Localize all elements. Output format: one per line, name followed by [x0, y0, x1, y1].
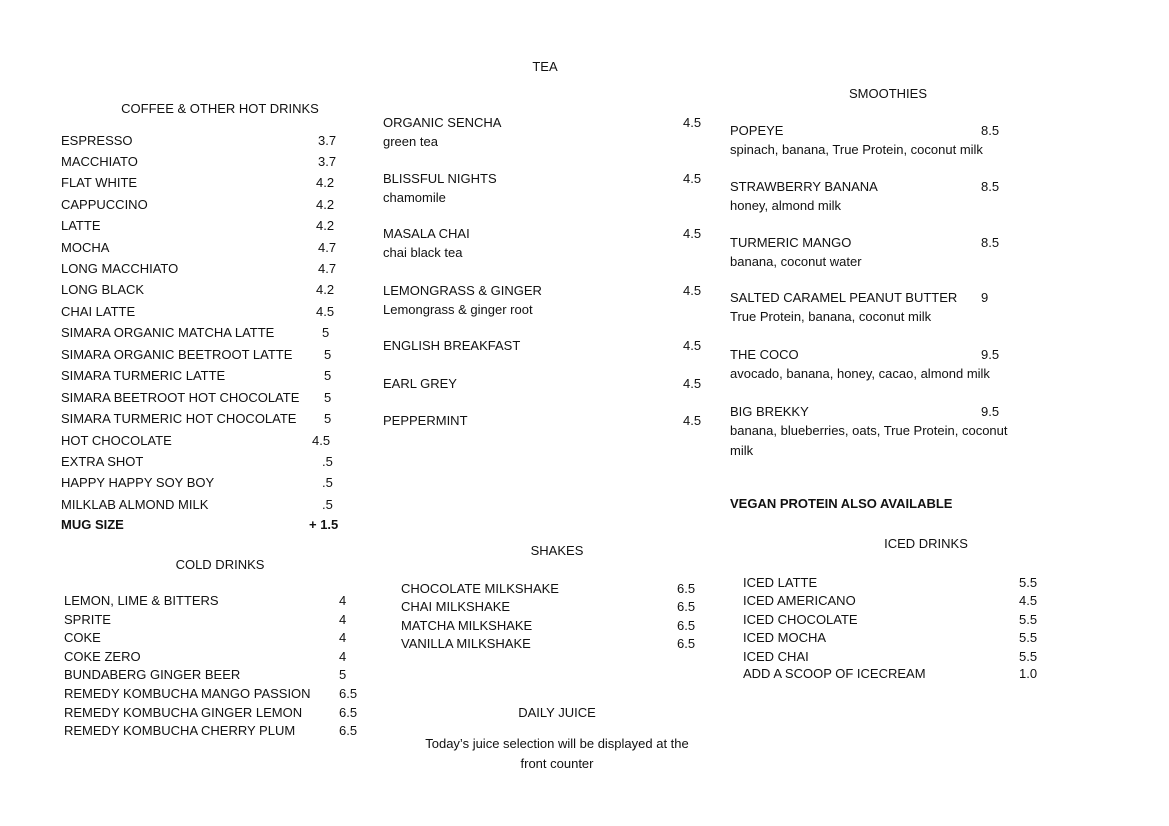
- menu-item-description: milk: [730, 443, 754, 458]
- menu-item-name: POPEYE: [730, 123, 784, 138]
- menu-item-price: 6.5: [677, 581, 696, 596]
- menu-item-name: MACCHIATO: [61, 154, 138, 169]
- menu-item-description: banana, coconut water: [730, 254, 862, 269]
- menu-item-name: SIMARA BEETROOT HOT CHOCOLATE: [61, 390, 300, 405]
- daily-juice-text: front counter: [520, 756, 594, 771]
- menu-item-price: 4: [339, 593, 347, 608]
- menu-item-price: 5: [322, 325, 330, 340]
- menu-item-name: LONG MACCHIATO: [61, 261, 179, 276]
- menu-item-name: ENGLISH BREAKFAST: [383, 338, 521, 353]
- menu-item-price: 8.5: [981, 235, 1000, 250]
- menu-item-name: CAPPUCCINO: [61, 197, 148, 212]
- menu-item-name: ICED LATTE: [743, 575, 818, 590]
- menu-item-name: BIG BREKKY: [730, 404, 809, 419]
- menu-item-price: .5: [322, 497, 333, 512]
- menu-item-price: 4.2: [316, 175, 335, 190]
- shakes-heading: SHAKES: [530, 543, 584, 558]
- menu-item-price: 5.5: [1019, 612, 1038, 627]
- menu-item-name: ESPRESSO: [61, 133, 133, 148]
- menu-item-price: 6.5: [677, 636, 696, 651]
- menu-item-price: 3.7: [318, 133, 337, 148]
- menu-item-price: 9.5: [981, 347, 1000, 362]
- menu-item-description: green tea: [383, 134, 438, 149]
- menu-item-name: LEMON, LIME & BITTERS: [64, 593, 219, 608]
- menu-item-name: PEPPERMINT: [383, 413, 468, 428]
- menu-item-price: .5: [322, 454, 333, 469]
- menu-item-price: 5: [324, 347, 332, 362]
- menu-item-price: 6.5: [677, 618, 696, 633]
- menu-item-price: 6.5: [339, 723, 358, 738]
- menu-item-name: BUNDABERG GINGER BEER: [64, 667, 241, 682]
- menu-item-price: 4.7: [318, 261, 337, 276]
- menu-item-name: MOCHA: [61, 240, 110, 255]
- menu-item-name: ADD A SCOOP OF ICECREAM: [743, 666, 926, 681]
- iced-drinks-heading: ICED DRINKS: [884, 536, 968, 551]
- menu-item-name: VANILLA MILKSHAKE: [401, 636, 531, 651]
- menu-item-price: 5: [339, 667, 347, 682]
- smoothies-heading: SMOOTHIES: [848, 86, 928, 101]
- menu-item-name: HAPPY HAPPY SOY BOY: [61, 475, 215, 490]
- menu-item-price: 8.5: [981, 179, 1000, 194]
- menu-item-name: ORGANIC SENCHA: [383, 115, 502, 130]
- menu-item-name: THE COCO: [730, 347, 799, 362]
- menu-item-description: chamomile: [383, 190, 446, 205]
- menu-item-name: MATCHA MILKSHAKE: [401, 618, 533, 633]
- daily-juice-heading: DAILY JUICE: [518, 705, 596, 720]
- menu-item-name: EARL GREY: [383, 376, 457, 391]
- menu-item-name: CHAI LATTE: [61, 304, 136, 319]
- menu-item-price: 4: [339, 630, 347, 645]
- daily-juice-text: Today’s juice selection will be displayed at the: [425, 736, 689, 751]
- menu-item-price: 6.5: [339, 686, 358, 701]
- coffee-heading: COFFEE & OTHER HOT DRINKS: [121, 101, 319, 116]
- menu-item-name: REMEDY KOMBUCHA CHERRY PLUM: [64, 723, 296, 738]
- menu-item-name: CHOCOLATE MILKSHAKE: [401, 581, 559, 596]
- menu-item-price: 6.5: [677, 599, 696, 614]
- menu-item-price: 5.5: [1019, 649, 1038, 664]
- menu-item-price: 4.5: [312, 433, 331, 448]
- menu-item-price: 9: [981, 290, 989, 305]
- menu-item-price: 4.5: [683, 413, 702, 428]
- menu-item-description: Lemongrass & ginger root: [383, 302, 533, 317]
- menu-item-price: .5: [322, 475, 333, 490]
- menu-item-name: ICED AMERICANO: [743, 593, 856, 608]
- menu-item-name: LATTE: [61, 218, 101, 233]
- menu-item-price: 5: [324, 368, 332, 383]
- cold-drinks-heading: COLD DRINKS: [175, 557, 265, 572]
- menu-item-price: 4.5: [316, 304, 335, 319]
- menu-item-name: LEMONGRASS & GINGER: [383, 283, 542, 298]
- menu-item-price: 4.5: [683, 171, 702, 186]
- menu-item-price: 4: [339, 612, 347, 627]
- menu-item-name: CHAI MILKSHAKE: [401, 599, 511, 614]
- menu-item-price: 5: [324, 390, 332, 405]
- menu-item-price: 5.5: [1019, 575, 1038, 590]
- menu-item-price: 4.5: [683, 226, 702, 241]
- menu-item-name: ICED CHOCOLATE: [743, 612, 858, 627]
- menu-item-description: avocado, banana, honey, cacao, almond milk: [730, 366, 990, 381]
- menu-item-name: SIMARA ORGANIC MATCHA LATTE: [61, 325, 275, 340]
- menu-item-price: 4.2: [316, 197, 335, 212]
- menu-item-description: banana, blueberries, oats, True Protein, coconut: [730, 423, 1008, 438]
- menu-item-price: 8.5: [981, 123, 1000, 138]
- menu-item-name: HOT CHOCOLATE: [61, 433, 172, 448]
- menu-item-price: 4.5: [683, 338, 702, 353]
- menu-item-name: STRAWBERRY BANANA: [730, 179, 878, 194]
- menu-item-price: 4.2: [316, 282, 335, 297]
- menu-item-name: COKE ZERO: [64, 649, 141, 664]
- menu-item-description: True Protein, banana, coconut milk: [730, 309, 932, 324]
- menu-item-name: TURMERIC MANGO: [730, 235, 852, 250]
- menu-item-price: 3.7: [318, 154, 337, 169]
- menu-item-name: MILKLAB ALMOND MILK: [61, 497, 209, 512]
- menu-item-price: 4.5: [683, 376, 702, 391]
- menu-item-name: COKE: [64, 630, 101, 645]
- menu-item-name: FLAT WHITE: [61, 175, 138, 190]
- menu-item-price: 4.5: [1019, 593, 1038, 608]
- menu-item-price: 5.5: [1019, 630, 1038, 645]
- menu-item-description: spinach, banana, True Protein, coconut milk: [730, 142, 983, 157]
- menu-item-price: 4.7: [318, 240, 337, 255]
- menu-item-price: + 1.5: [309, 517, 339, 532]
- menu-item-name: ICED MOCHA: [743, 630, 827, 645]
- menu-item-name: ICED CHAI: [743, 649, 809, 664]
- menu-item-name: SIMARA ORGANIC BEETROOT LATTE: [61, 347, 293, 362]
- menu-item-price: 9.5: [981, 404, 1000, 419]
- vegan-protein-note: VEGAN PROTEIN ALSO AVAILABLE: [730, 496, 953, 511]
- tea-heading: TEA: [532, 59, 558, 74]
- menu-item-price: 4.5: [683, 283, 702, 298]
- menu-item-name: SPRITE: [64, 612, 111, 627]
- menu-item-name: SALTED CARAMEL PEANUT BUTTER: [730, 290, 958, 305]
- menu-item-name: SIMARA TURMERIC HOT CHOCOLATE: [61, 411, 297, 426]
- menu-item-name: LONG BLACK: [61, 282, 145, 297]
- menu-item-price: 4: [339, 649, 347, 664]
- menu-item-name: EXTRA SHOT: [61, 454, 144, 469]
- menu-item-name: MUG SIZE: [61, 517, 124, 532]
- menu-item-name: MASALA CHAI: [383, 226, 470, 241]
- menu-item-description: chai black tea: [383, 245, 463, 260]
- menu-item-price: 4.2: [316, 218, 335, 233]
- menu-item-price: 5: [324, 411, 332, 426]
- menu-item-name: BLISSFUL NIGHTS: [383, 171, 497, 186]
- menu-item-name: SIMARA TURMERIC LATTE: [61, 368, 226, 383]
- menu-item-name: REMEDY KOMBUCHA MANGO PASSION: [64, 686, 311, 701]
- menu-item-price: 6.5: [339, 705, 358, 720]
- menu-item-price: 1.0: [1019, 666, 1038, 681]
- menu-item-price: 4.5: [683, 115, 702, 130]
- menu-item-description: honey, almond milk: [730, 198, 842, 213]
- menu-item-name: REMEDY KOMBUCHA GINGER LEMON: [64, 705, 303, 720]
